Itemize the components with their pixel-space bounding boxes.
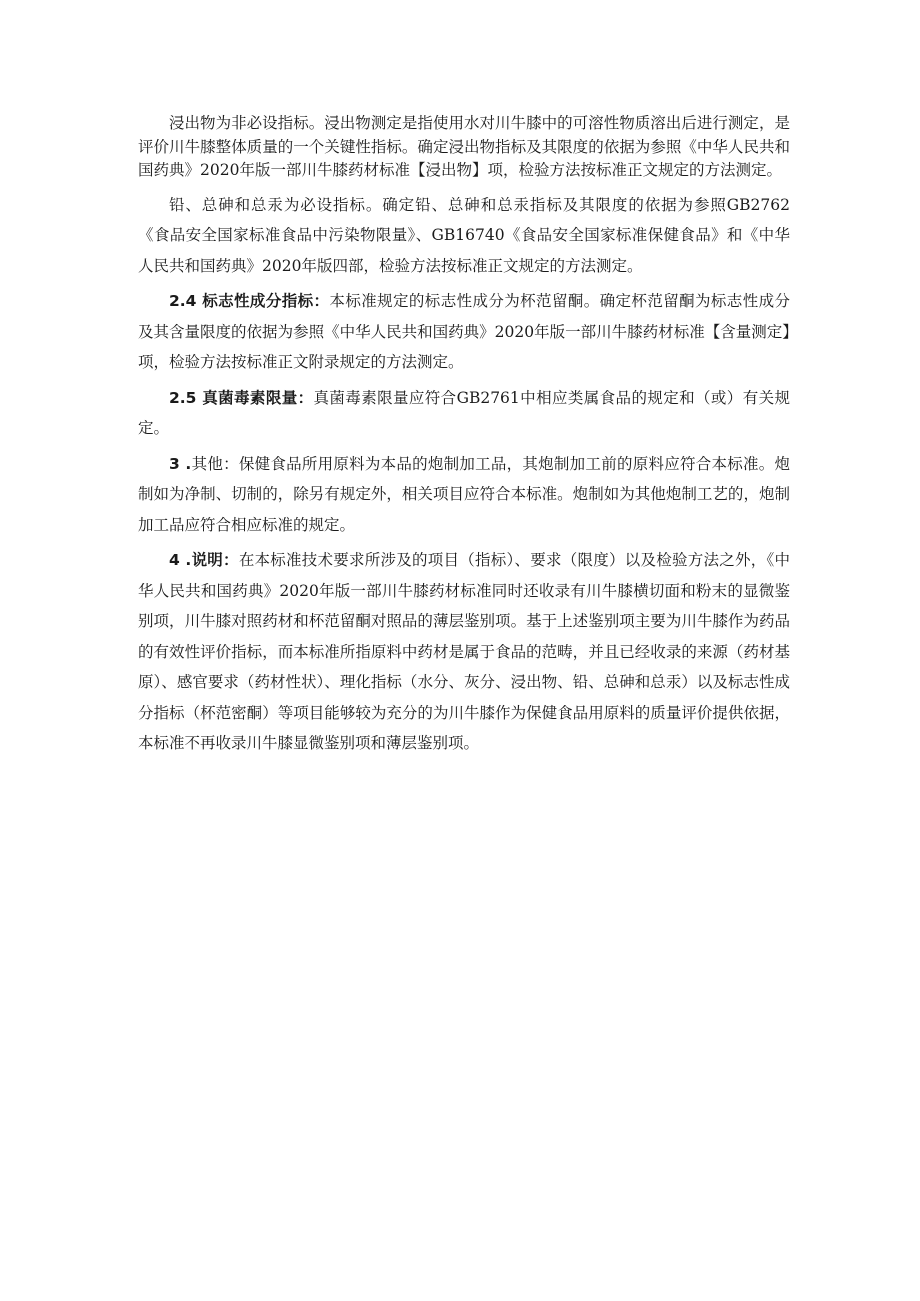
paragraph-text: 本标准规定的标志性成分为杯范留酮。确定杯范留酮为标志性成分及其含量限度的依据为参照《中华人民共和国药典》2020年版一部川牛膝药材标准【含量测定】项，检验方法按标准正文附录规定的方法测定。 [138, 292, 790, 371]
paragraph-explanation [138, 545, 790, 759]
paragraph-heavy-metals [138, 190, 790, 282]
paragraph-text: 在本标准技术要求所涉及的项目（指标）、要求（限度）以及检验方法之外，《中华人民共和国药典》2020年版一部川牛膝药材标准同时还收录有川牛膝横切面和粉末的显微鉴别项，川牛膝对照药材和杯范留酮对照品的薄层鉴别项。基于上述鉴别项主要为川牛膝作为药品的有效性评价指标，而本标准所指原料中药材是属于食品的范畴，并且已经收录的来源（药材基原）、感官要求（药材性状）、理化指标（水分、灰分、浸出物、铅、总砷和总汞）以及标志性成分指标（杯范密酮）等项目能够较为充分的为川牛膝作为保健食品用原料的质量评价提供依据，本标准不再收录川牛膝显微鉴别项和薄层鉴别项。 [138, 551, 790, 752]
paragraph-marker-component [138, 286, 790, 378]
section-heading: 4 .说明： [169, 551, 239, 569]
paragraph-text: 真菌毒素限量应符合GB2761中相应类属食品的规定和（或）有关规定。 [138, 388, 790, 437]
paragraph-other [138, 449, 790, 541]
section-heading: 2.5 真菌毒素限量： [169, 388, 314, 407]
section-heading: 3 . [169, 454, 192, 473]
paragraph-text: 浸出物为非必设指标。浸出物测定是指使用水对川牛膝中的可溶性物质溶出后进行测定，是评价川牛膝整体质量的一个关键性指标。确定浸出物指标及其限度的依据为参照《中华人民共和国药典》2020年版一部川牛膝药材标准【浸出物】项，检验方法按标准正文规定的方法测定。 [138, 114, 790, 179]
section-heading: 2.4 标志性成分指标： [169, 292, 330, 310]
paragraph-text: 其他：保健食品所用原料为本品的炮制加工品，其炮制加工前的原料应符合本标准。炮制如为净制、切制的，除另有规定外，相关项目应符合本标准。炮制如为其他炮制工艺的，炮制加工品应符合相应标准的规定。 [138, 454, 790, 534]
paragraph-text: 铅、总砷和总汞为必设指标。确定铅、总砷和总汞指标及其限度的依据为参照GB2762《食品安全国家标准食品中污染物限量》、GB16740《食品安全国家标准保健食品》和《中华人民共和国药典》2020年版四部，检验方法按标准正文规定的方法测定。 [138, 195, 790, 275]
paragraph-mycotoxin [138, 383, 790, 444]
paragraph-extract [138, 112, 790, 183]
document-body [138, 112, 790, 764]
